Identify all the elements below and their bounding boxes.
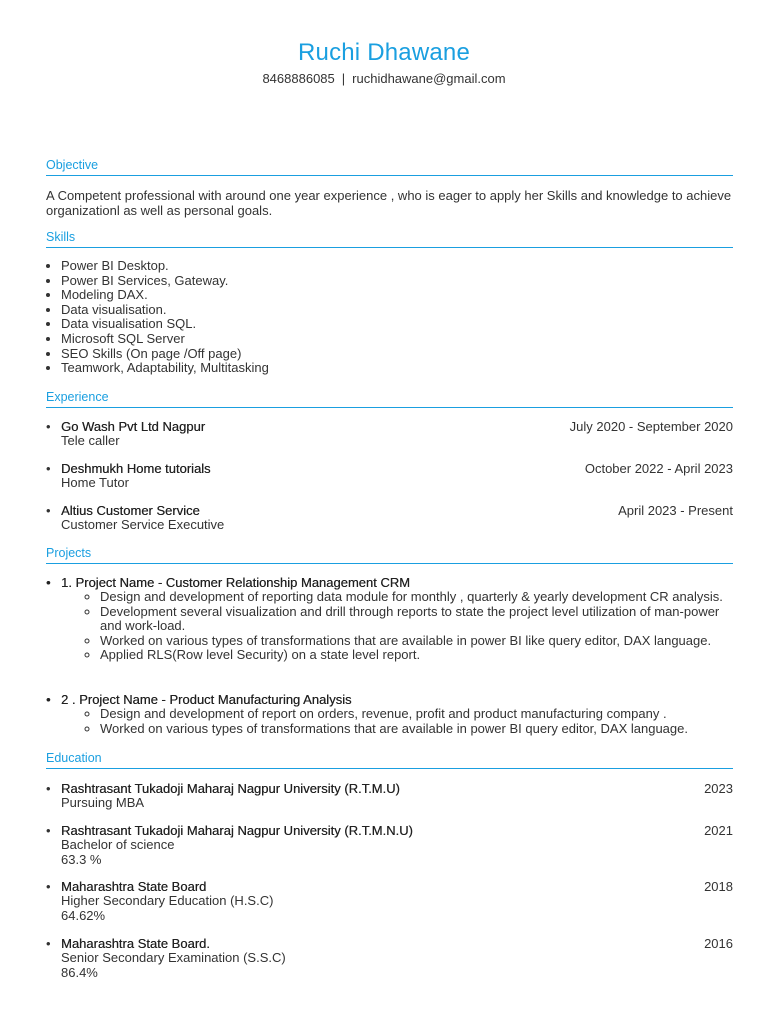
project-entry [46, 692, 733, 736]
project-points [46, 707, 733, 736]
education-detail: Pursuing MBA [61, 795, 145, 810]
institution-name: Maharashtra State Board [61, 879, 207, 894]
project-point: ◦ Design and development of reporting data module for monthly , quarterly & yearly development CR analysis. [100, 590, 733, 605]
experience-entry [46, 503, 733, 533]
project-point: ◦ Development several visualization and drill through reports to state the project level utilization of man-power and work-load. [100, 605, 733, 634]
skill-item: • Microsoft SQL Server [61, 332, 748, 347]
project-name: 2 . Project Name - Product Manufacturing Analysis [61, 692, 352, 707]
skill-item: • SEO Skills (On page /Off page) [61, 347, 748, 362]
project-points [46, 590, 733, 663]
project-entry [46, 575, 733, 663]
section-title-objective: Objective [46, 157, 733, 176]
education-year: 2021 [704, 823, 733, 838]
experience-entry [46, 461, 733, 491]
education-entry [46, 823, 733, 867]
institution-name: Rashtrasant Tukadoji Maharaj Nagpur University (R.T.M.U) [61, 781, 400, 796]
employment-dates: October 2022 - April 2023 [584, 461, 733, 476]
company-name: Deshmukh Home tutorials [61, 461, 211, 476]
objective-text: A Competent professional with around one year experience , who is eager to apply her Skills and knowledge to achieve organizationl as well as personal goals. [46, 188, 732, 218]
company-name: Altius Customer Service [61, 503, 200, 518]
bullet: • [46, 503, 51, 518]
bullet: • [46, 419, 51, 434]
bullet: • [46, 575, 51, 590]
education-entry [46, 936, 733, 980]
phone-number: 8468886085 [262, 71, 335, 86]
education-score: 86.4% [61, 964, 98, 980]
project-point: ◦ Design and development of report on orders, revenue, profit and product manufacturing company . [100, 707, 733, 722]
education-detail: Senior Secondary Examination (S.S.C) [61, 950, 286, 965]
company-name: Go Wash Pvt Ltd Nagpur [61, 419, 206, 434]
institution-name: Rashtrasant Tukadoji Maharaj Nagpur University (R.T.M.N.U) [61, 823, 413, 838]
contact-line [0, 71, 768, 87]
education-detail: Bachelor of science [61, 837, 175, 852]
employment-dates: July 2020 - September 2020 [569, 419, 733, 434]
section-title-projects: Projects [46, 545, 733, 564]
bullet: • [46, 461, 51, 476]
skill-item: • Teamwork, Adaptability, Multitasking [61, 361, 748, 376]
education-year: 2016 [704, 936, 733, 951]
education-year: 2018 [704, 879, 733, 894]
project-point: ◦ Worked on various types of transformations that are available in power BI like query editor, DAX language. [100, 634, 733, 649]
project-point: ◦ Applied RLS(Row level Security) on a state level report. [100, 648, 733, 663]
section-title-education: Education [46, 750, 733, 769]
email-address: ruchidhawane@gmail.com [352, 71, 506, 86]
candidate-name: Ruchi Dhawane [297, 39, 471, 66]
contact-separator: | [341, 71, 346, 86]
education-year: 2023 [704, 781, 733, 796]
skill-item: • Data visualisation. [61, 303, 748, 318]
bullet: • [46, 781, 51, 796]
resume-header [0, 38, 768, 87]
education-entry [46, 879, 733, 923]
bullet: • [46, 879, 51, 894]
skill-item: • Modeling DAX. [61, 288, 748, 303]
section-title-experience: Experience [46, 389, 733, 408]
project-name: 1. Project Name - Customer Relationship Management CRM [61, 575, 410, 590]
education-detail: Higher Secondary Education (H.S.C) [61, 893, 274, 908]
project-point: ◦ Worked on various types of transformations that are available in power BI query editor, DAX language. [100, 722, 733, 737]
bullet: • [46, 823, 51, 838]
experience-entry [46, 419, 733, 449]
skill-item: • Data visualisation SQL. [61, 317, 748, 332]
institution-name: Maharashtra State Board. [61, 936, 210, 951]
skill-item: • Power BI Desktop. [61, 259, 748, 274]
skills-list [46, 259, 748, 376]
employment-dates: April 2023 - Present [618, 503, 733, 518]
job-role: Home Tutor [61, 475, 129, 490]
job-role: Customer Service Executive [61, 517, 225, 532]
education-score: 63.3 % [61, 851, 102, 867]
job-role: Tele caller [61, 433, 120, 448]
education-entry [46, 781, 733, 811]
section-title-skills: Skills [46, 229, 733, 248]
bullet: • [46, 692, 51, 707]
education-score: 64.62% [61, 907, 106, 923]
bullet: • [46, 936, 51, 951]
skill-item: • Power BI Services, Gateway. [61, 274, 748, 289]
